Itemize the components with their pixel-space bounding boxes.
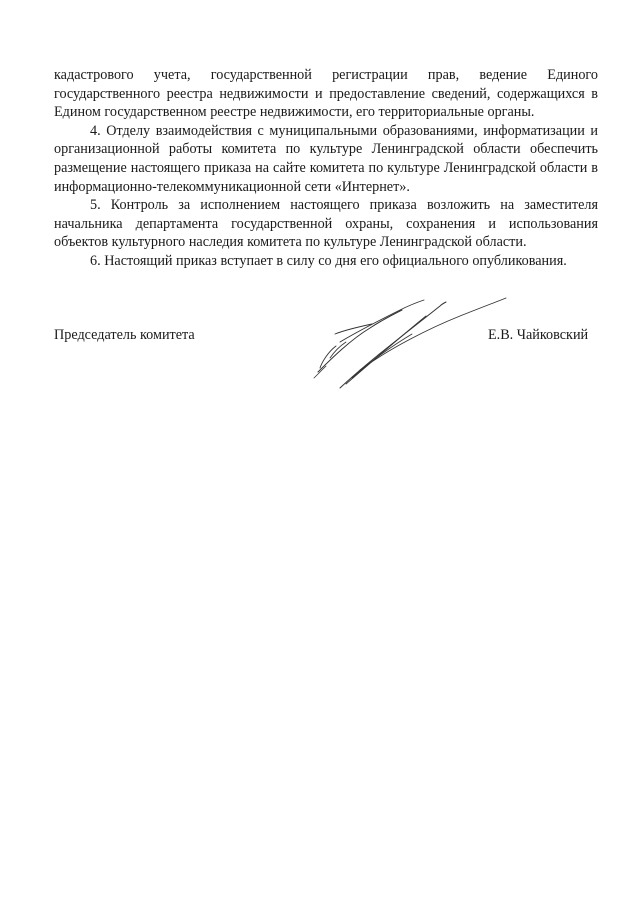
handwritten-signature	[300, 290, 520, 400]
signatory-position: Председатель комитета	[54, 327, 195, 343]
paragraph-item-4: 4. Отделу взаимодействия с муниципальными образованиями, информатизации и организационной работы комитета по культуре Ленинградской области обеспечить размещение настоящего приказа на сайте комитета по культуре Ленинградской области в информационно-телекоммуникационной сети «Интернет».	[54, 122, 598, 195]
signatory-name: Е.В. Чайковский	[488, 327, 589, 343]
paragraph-item-6: 6. Настоящий приказ вступает в силу со дня его официального опубликования.	[90, 252, 567, 269]
document-body	[54, 66, 598, 271]
paragraph-item-5: 5. Контроль за исполнением настоящего приказа возложить на заместителя начальника департамента государственной охраны, сохранения и использования объектов культурного наследия комитета по культуре Ленинградской области.	[54, 197, 598, 251]
paragraph-continuation: кадастрового учета, государственной регистрации прав, ведение Единого государственного реестра недвижимости и предоставление сведений, содержащихся в Едином государственном реестре недвижимости, его территориальные органы.	[54, 67, 598, 121]
